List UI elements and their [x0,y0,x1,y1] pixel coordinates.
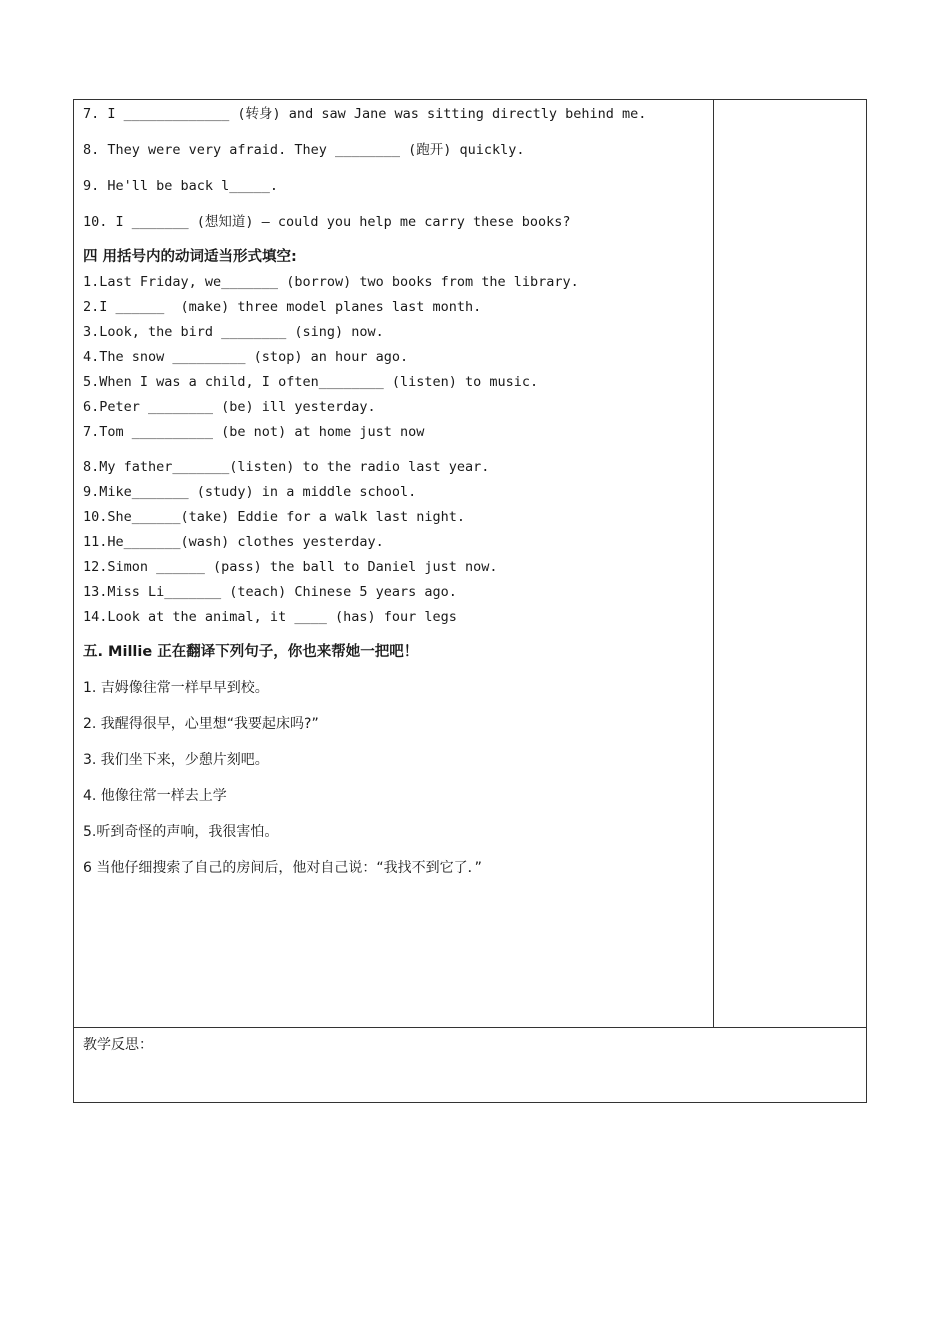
translation-line: 2. 我醒得很早，心里想“我要起床吗?” [83,716,319,732]
exercise-line: 11.He_______(wash) clothes yesterday. [83,534,384,550]
exercise-line: 8.My father_______(listen) to the radio last year. [83,459,490,475]
exercise-line: 4.The snow _________ (stop) an hour ago. [83,349,409,365]
exercise-line: 2.I ______ (make) three model planes last month. [83,299,482,315]
exercise-line: 6.Peter ________ (be) ill yesterday. [83,399,376,415]
translation-line: 4. 他像往常一样去上学 [83,788,227,804]
section4-heading: 四 用括号内的动词适当形式填空: [83,249,297,265]
exercise-line: 9.Mike_______ (study) in a middle school. [83,484,417,500]
translation-line: 6 当他仔细搜索了自己的房间后，他对自己说：“我找不到它了．” [83,860,482,876]
notes-column [714,100,866,1028]
exercise-line: 8. They were very afraid. They ________ (跑开) quickly. [83,142,525,158]
exercise-line: 1.Last Friday, we_______ (borrow) two books from the library. [83,274,579,290]
exercise-line: 13.Miss Li_______ (teach) Chinese 5 years ago. [83,584,457,600]
exercise-line: 12.Simon ______ (pass) the ball to Daniel just now. [83,559,498,575]
exercise-line: 10. I _______ (想知道) — could you help me carry these books? [83,214,571,230]
exercise-line: 5.When I was a child, I often________ (listen) to music. [83,374,539,390]
translation-line: 5.听到奇怪的声响，我很害怕。 [83,824,279,840]
reflection-label: 教学反思： [83,1037,153,1053]
translation-line: 1. 吉姆像往常一样早早到校。 [83,680,269,696]
exercise-cell [74,100,714,1028]
exercise-line: 3.Look, the bird ________ (sing) now. [83,324,384,340]
exercise-line: 9. He'll be back l_____. [83,178,279,194]
exercise-line: 10.She______(take) Eddie for a walk last night. [83,509,466,525]
exercise-line: 7.Tom __________ (be not) at home just now [83,424,425,440]
exercise-line: 14.Look at the animal, it ____ (has) four legs [83,609,457,625]
exercise-line: 7. I _____________ (转身) and saw Jane was sitting directly behind me. [83,106,647,122]
worksheet-table [73,99,867,1103]
section5-heading: 五. Millie 正在翻译下列句子，你也来帮她一把吧！ [83,644,419,660]
translation-line: 3. 我们坐下来，少憩片刻吧。 [83,752,269,768]
reflection-cell [74,1028,866,1102]
